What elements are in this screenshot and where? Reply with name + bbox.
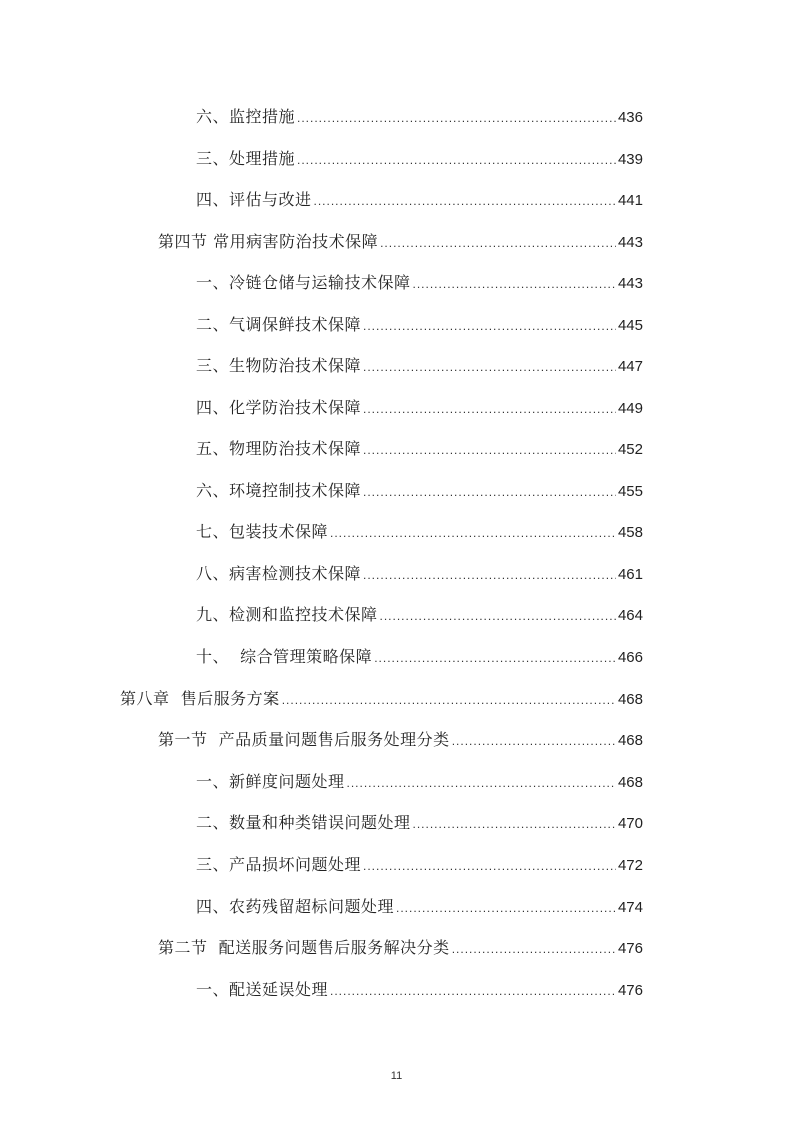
toc-entry[interactable]: [196, 896, 643, 919]
toc-entry-title: 九、检测和监控技术保障: [196, 605, 378, 624]
toc-leader-dots: [363, 855, 616, 877]
toc-entry-page: 472: [617, 857, 643, 874]
toc-entry[interactable]: [196, 355, 643, 378]
toc-leader-dots: [330, 980, 616, 1002]
toc-leader-dots: [363, 356, 616, 378]
toc-entry-page: 474: [617, 899, 643, 916]
toc-leader-dots: [413, 813, 616, 835]
toc-entry[interactable]: [196, 438, 643, 461]
toc-entry-page: 464: [617, 607, 643, 624]
toc-entry[interactable]: [196, 563, 643, 586]
toc-entry[interactable]: [120, 688, 643, 711]
toc-entry-title: 六、环境控制技术保障: [196, 481, 362, 500]
toc-entry-title: 七、包装技术保障: [196, 522, 329, 541]
toc-entry-title: 三、生物防治技术保障: [196, 356, 362, 375]
toc-entry-title: 一、配送延误处理: [196, 980, 329, 999]
toc-entry[interactable]: [196, 521, 643, 544]
toc-leader-dots: [380, 605, 616, 627]
toc-leader-dots: [380, 232, 616, 254]
toc-entry-title: 第一节 产品质量问题售后服务处理分类: [158, 730, 450, 749]
toc-entry-page: 447: [617, 358, 643, 375]
toc-entry-page: 452: [617, 441, 643, 458]
toc-entry-page: 468: [617, 691, 643, 708]
toc-entry[interactable]: [196, 272, 643, 295]
toc-entry-page: 455: [617, 483, 643, 500]
toc-entry[interactable]: [158, 937, 643, 960]
page-number: 11: [390, 1070, 403, 1082]
toc-leader-dots: [314, 190, 616, 212]
toc-leader-dots: [347, 772, 616, 794]
toc-leader-dots: [363, 315, 616, 337]
toc-entry-title: 一、新鲜度问题处理: [196, 772, 345, 791]
toc-entry[interactable]: [196, 771, 643, 794]
toc-entry-title: 二、气调保鲜技术保障: [196, 315, 362, 334]
toc-leader-dots: [363, 481, 616, 503]
toc-entry-page: 436: [617, 109, 643, 126]
toc-entry-title: 四、评估与改进: [196, 190, 312, 209]
toc-entry[interactable]: [196, 646, 643, 669]
toc-entry-page: 476: [617, 982, 643, 999]
toc-leader-dots: [374, 647, 616, 669]
toc-entry-page: 466: [617, 649, 643, 666]
toc-leader-dots: [297, 149, 616, 171]
toc-leader-dots: [396, 897, 616, 919]
toc-entry-title: 第四节 常用病害防治技术保障: [158, 232, 379, 251]
toc-entry-title: 一、冷链仓储与运输技术保障: [196, 273, 411, 292]
toc-entry-title: 第八章 售后服务方案: [120, 689, 280, 708]
toc-entry-page: 445: [617, 317, 643, 334]
toc-leader-dots: [297, 107, 616, 129]
toc-entry[interactable]: [196, 189, 643, 212]
toc-entry[interactable]: [196, 397, 643, 420]
toc-entry-page: 443: [617, 275, 643, 292]
toc-entry-title: 三、产品损坏问题处理: [196, 855, 362, 874]
toc-leader-dots: [282, 689, 616, 711]
toc-entry-page: 443: [617, 234, 643, 251]
toc-entry-page: 461: [617, 566, 643, 583]
toc-entry[interactable]: [196, 979, 643, 1002]
toc-entry[interactable]: [158, 231, 643, 254]
toc-leader-dots: [363, 398, 616, 420]
toc-entry-page: 439: [617, 151, 643, 168]
toc-entry-page: 470: [617, 815, 643, 832]
toc-leader-dots: [413, 273, 616, 295]
toc-entry-page: 468: [617, 774, 643, 791]
toc-leader-dots: [330, 522, 616, 544]
toc-entry[interactable]: [196, 812, 643, 835]
toc-entry-title: 四、农药残留超标问题处理: [196, 897, 395, 916]
toc-entry-page: 476: [617, 940, 643, 957]
toc-leader-dots: [452, 730, 616, 752]
toc-leader-dots: [452, 938, 616, 960]
toc-entry-title: 十、 综合管理策略保障: [196, 647, 373, 666]
toc-entry[interactable]: [196, 148, 643, 171]
toc-entry[interactable]: [196, 854, 643, 877]
toc-leader-dots: [363, 439, 616, 461]
toc-entry[interactable]: [196, 604, 643, 627]
toc-entry-title: 第二节 配送服务问题售后服务解决分类: [158, 938, 450, 957]
toc-entry-page: 441: [617, 192, 643, 209]
toc-entry-title: 二、数量和种类错误问题处理: [196, 813, 411, 832]
toc-entry[interactable]: [158, 729, 643, 752]
toc-entry[interactable]: [196, 480, 643, 503]
toc-entry-title: 六、监控措施: [196, 107, 296, 126]
toc-entry-title: 八、病害检测技术保障: [196, 564, 362, 583]
toc-entry-title: 四、化学防治技术保障: [196, 398, 362, 417]
toc-entry-page: 449: [617, 400, 643, 417]
toc-entry-title: 五、物理防治技术保障: [196, 439, 362, 458]
toc-entry-page: 468: [617, 732, 643, 749]
toc-entry[interactable]: [196, 106, 643, 129]
toc-leader-dots: [363, 564, 616, 586]
toc-entry-page: 458: [617, 524, 643, 541]
toc-entry[interactable]: [196, 314, 643, 337]
toc-entry-title: 三、处理措施: [196, 149, 296, 168]
